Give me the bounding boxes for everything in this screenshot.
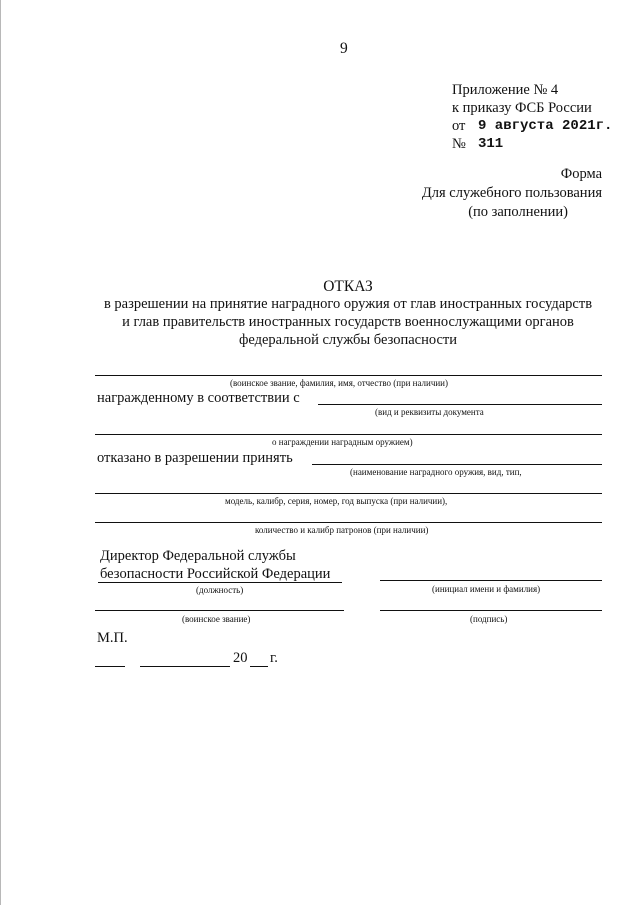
awarded-text: награжденному в соответствии с: [97, 390, 300, 406]
model-line: [95, 493, 602, 494]
signature-line: [380, 610, 602, 611]
caption-ammo: количество и калибр патронов (при наличии): [255, 525, 429, 535]
page-edge: [0, 0, 1, 905]
caption-position: (должность): [196, 585, 244, 595]
month-line: [140, 666, 230, 667]
title-line3: федеральной службы безопасности: [238, 332, 458, 348]
appendix-number-prefix: №: [452, 136, 466, 152]
document-line: [318, 404, 602, 405]
caption-rank: (воинское звание): [182, 614, 251, 624]
weapon-type-line: [312, 464, 602, 465]
caption-weapon-type: (наименование наградного оружия, вид, тип,: [350, 467, 522, 477]
day-line: [95, 666, 125, 667]
rank-line: [95, 610, 344, 611]
position-underline: [98, 582, 342, 583]
initials-line: [380, 580, 602, 581]
caption-model: модель, калибр, серия, номер, год выпуска (при наличии),: [225, 496, 448, 506]
restriction-label: Для служебного пользования: [421, 185, 602, 201]
form-label: Форма: [560, 166, 602, 182]
ammo-line: [95, 522, 602, 523]
rank-name-line: [95, 375, 602, 376]
position-line1: Директор Федеральной службы: [100, 548, 296, 564]
caption-initials: (инициал имени и фамилия): [432, 584, 541, 594]
refused-text: отказано в разрешении принять: [97, 450, 293, 466]
caption-document: (вид и реквизиты документа: [375, 407, 484, 417]
appendix-line2: к приказу ФСБ России: [452, 100, 592, 116]
year-prefix: 20: [233, 650, 248, 666]
position-line2: безопасности Российской Федерации: [100, 566, 331, 582]
year-line: [250, 666, 268, 667]
seal-label: М.П.: [97, 630, 128, 646]
appendix-date-value: 9 августа 2021г.: [478, 118, 613, 134]
title-line1: в разрешении на принятие наградного оружия от глав иностранных государств: [103, 296, 593, 312]
appendix-number-value: 311: [478, 136, 504, 152]
page-number: 9: [340, 40, 348, 57]
caption-award: о награждении наградным оружием): [272, 437, 413, 447]
document-title: ОТКАЗ: [323, 278, 373, 295]
when-filled-label: (по заполнении): [468, 204, 568, 220]
caption-rank-name: (воинское звание, фамилия, имя, отчество (при наличии): [230, 378, 448, 388]
appendix-date-prefix: от: [452, 118, 466, 134]
caption-signature: (подпись): [470, 614, 508, 624]
year-suffix: г.: [270, 650, 278, 666]
award-line: [95, 434, 602, 435]
title-line2: и глав правительств иностранных государств военнослужащими органов: [122, 314, 574, 330]
appendix-line1: Приложение № 4: [452, 82, 559, 98]
